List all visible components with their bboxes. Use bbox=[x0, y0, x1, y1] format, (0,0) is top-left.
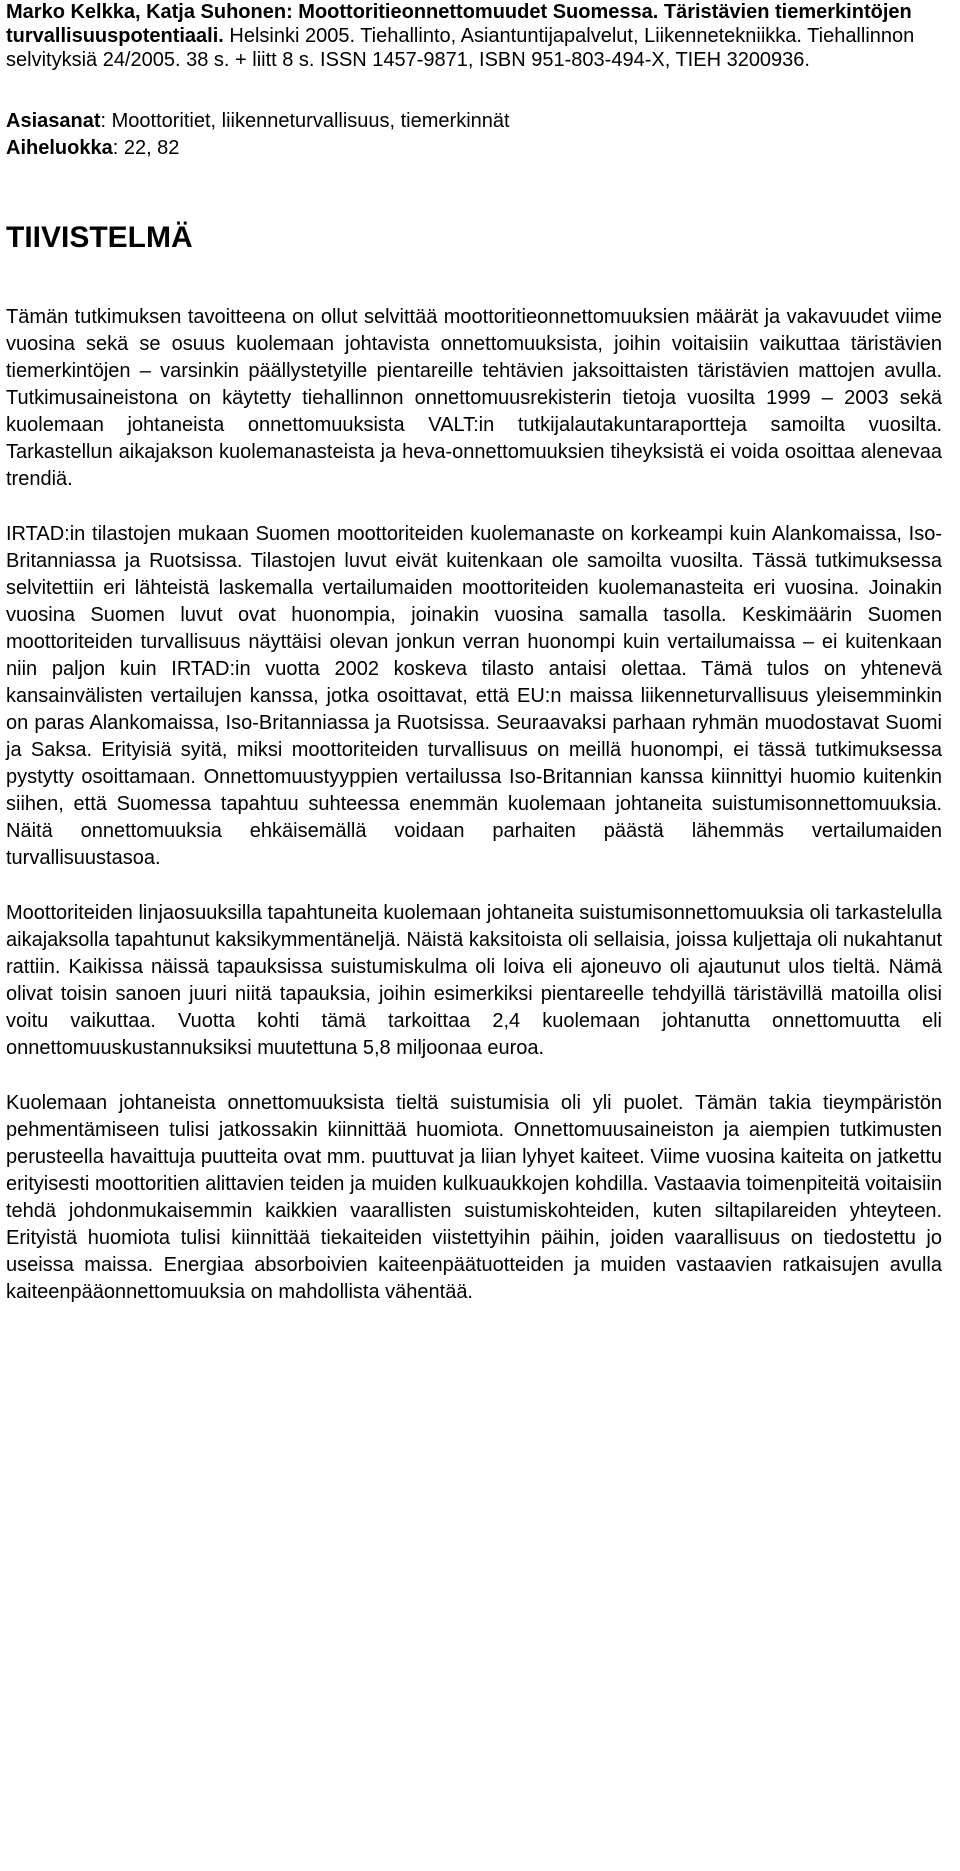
keywords-label: Asiasanat bbox=[6, 110, 101, 132]
abstract-heading: TIIVISTELMÄ bbox=[6, 221, 193, 254]
abstract-body bbox=[6, 304, 942, 1306]
keywords-value: : Moottoritiet, liikenneturvallisuus, tiemerkinnät bbox=[100, 110, 510, 132]
subject-class-label: Aiheluokka bbox=[6, 137, 113, 159]
abstract-paragraph: Moottoriteiden linjaosuuksilla tapahtuneita kuolemaan johtaneita suistumisonnettomuuksia oli tarkastelulla aikajaksolla tapahtunut kaksikymmentäneljä. Näistä kaksitoista oli sellaisia, joissa kuljettaja oli nukahtanut rattiin. Kaikissa näissä tapauksissa suistumiskulma oli loiva eli ajoneuvo oli ajautunut ulos tieltä. Nämä olivat toisin sanoen juuri niitä tapauksia, joihin esimerkiksi pientareelle tehdyillä täristävillä matoilla olisi voitu vaikuttaa. Vuotta kohti tämä tarkoittaa 2,4 kuolemaan johtanutta onnettomuutta eli onnettomuuskustannuksiksi muutettuna 5,8 miljoonaa euroa. bbox=[6, 902, 942, 1059]
metadata-block bbox=[6, 108, 942, 162]
citation-publication: Helsinki 2005. Tiehallinto, Asiantuntijapalvelut, Liikennetekniikka. Tiehallinnon selvityksiä 24/2005. 38 s. + liitt 8 s. ISSN 1457-9871, ISBN 951-803-494-X, TIEH 3200936. bbox=[6, 25, 915, 71]
abstract-paragraph: Kuolemaan johtaneista onnettomuuksista tieltä suistumisia oli yli puolet. Tämän takia tieympäristön pehmentämiseen tulisi jatkossakin kiinnittää huomiota. Onnettomuusaineiston ja aiempien tutkimusten perusteella havaittuja puutteita ovat mm. puuttuvat ja liian lyhyet kaiteet. Viime vuosina kaiteita on jatkettu erityisesti moottoritien alittavien teiden ja muiden kulkuaukkojen kohdilla. Vastaavia toimenpiteitä voitaisiin tehdä johdonmukaisemmin kaikkien vaarallisten suistumiskohteiden, kuten siltapilareiden yhteyteen. Erityistä huomiota tulisi kiinnittää tiekaiteiden viistettyihin päihin, joiden vaarallisuus on tiedostettu jo useissa maissa. Energiaa absorboivien kaiteenpäätuotteiden ja muiden vastaavien ratkaisujen avulla kaiteenpääonnettomuuksia on mahdollista vähentää. bbox=[6, 1092, 942, 1303]
subject-class-line bbox=[6, 135, 942, 162]
keywords-line bbox=[6, 108, 942, 135]
abstract-paragraph: Tämän tutkimuksen tavoitteena on ollut selvittää moottoritieonnettomuuksien määrät ja vakavuudet viime vuosina sekä se osuus kuolemaan johtavista onnettomuuksista, joihin voitaisiin vaikuttaa täristävien tiemerkintöjen – varsinkin päällystetyille pientareille tehtävien jaksoittaisten täristävien mattojen avulla. Tutkimusaineistona on käytetty tiehallinnon onnettomuusrekisterin tietoja vuosilta 1999 – 2003 sekä kuolemaan johtaneista onnettomuuksista VALT:in tutkijalautakuntaraportteja samoilta vuosilta. Tarkastellun aikajakson kuolemanasteista ja heva-onnettomuuksien tiheyksistä ei voida osoittaa alenevaa trendiä. bbox=[6, 306, 942, 490]
subject-class-value: : 22, 82 bbox=[112, 137, 180, 159]
abstract-paragraph: IRTAD:in tilastojen mukaan Suomen moottoriteiden kuolemanaste on korkeampi kuin Alankomaissa, Iso-Britanniassa ja Ruotsissa. Tilastojen luvut eivät kuitenkaan ole samoilta vuosilta. Tässä tutkimuksessa selvitettiin eri lähteistä laskemalla vertailumaiden moottoriteiden kuolemanasteita eri vuosina. Joinakin vuosina Suomen luvut ovat huonompia, joinakin vuosina samalla tasolla. Keskimäärin Suomen moottoriteiden turvallisuus näyttäisi olevan jonkun verran huonompi kuin vertailumaissa – ei kuitenkaan niin paljon kuin IRTAD:in vuotta 2002 koskeva tilasto antaisi olettaa. Tämä tulos on yhtenevä kansainvälisten vertailujen kanssa, jotka osoittavat, että EU:n maissa liikenneturvallisuus yleisemminkin on paras Alankomaissa, Iso-Britanniassa ja Ruotsissa. Seuraavaksi parhaan ryhmän muodostavat Suomi ja Saksa. Erityisiä syitä, miksi moottoriteiden turvallisuus on meillä huonompi, ei tässä tutkimuksessa pystytty osoittamaan. Onnettomuustyyppien vertailussa Iso-Britannian kanssa kiinnittyi huomio kuitenkin siihen, että Suomessa tapahtuu suhteessa enemmän kuolemaan johtaneita suistumisonnettomuuksia. Näitä onnettomuuksia ehkäisemällä voidaan parhaiten päästä lähemmäs vertailumaiden turvallisuustasoa. bbox=[6, 523, 942, 869]
bibliographic-citation bbox=[6, 0, 942, 72]
citation-authors-title: Marko Kelkka, Katja Suhonen: Moottoritieonnettomuudet Suomessa. Täristävien tiemerkintöjen turvallisuuspotentiaali. bbox=[6, 1, 912, 47]
